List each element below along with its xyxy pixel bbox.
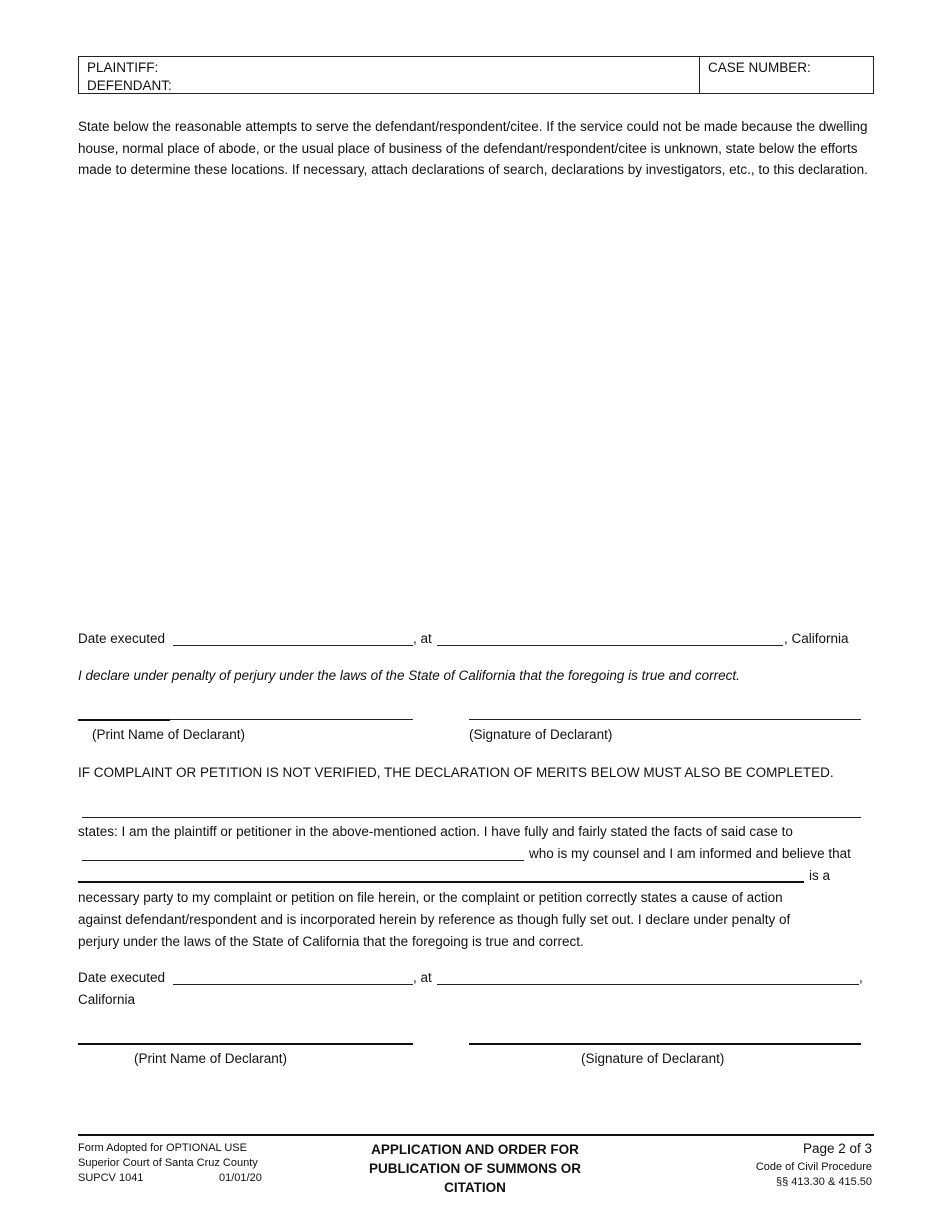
date-executed-label-2: Date executed [78,970,166,985]
print-name-label: (Print Name of Declarant) [92,727,246,742]
form-title [355,1140,595,1197]
party-name-field[interactable] [78,881,804,883]
signature-label-2: (Signature of Declarant) [581,1051,725,1066]
signature-field-2[interactable] [469,1043,861,1045]
case-caption-box [78,56,874,94]
merits-line-6: perjury under the laws of the State of California that the foregoing is true and correct. [78,934,584,949]
defendant-label: DEFENDANT: [87,78,172,93]
city-field[interactable] [437,645,783,646]
california-label-2: California [78,992,136,1007]
instructions-paragraph: State below the reasonable attempts to serve the defendant/respondent/citee. If the service could not be made because the dwelling house, normal place of abode, or the usual place of business of the defendant/respondent/citee is unknown, state below the efforts made to determine these locations. If necessary, attach declarations of search, declarations by investigators, etc., to this declaration. [78,119,868,177]
at-label-2: , at [413,970,432,985]
comma-label-2: , [859,970,863,985]
merits-line-1: states: I am the plaintiff or petitioner in the above-mentioned action. I have fully and fairly stated the facts of said case to [78,824,793,839]
code-sections: §§ 413.30 & 415.50 [775,1176,872,1188]
form-title-line-1: APPLICATION AND ORDER FOR [371,1142,579,1157]
date-executed-field-2[interactable] [173,984,413,985]
footer-rule [78,1134,874,1136]
form-title-line-2: PUBLICATION OF SUMMONS OR [369,1161,581,1176]
form-adopted-text: Form Adopted for OPTIONAL USE [78,1142,247,1154]
form-title-line-3: CITATION [444,1180,506,1195]
merits-line-3: is a [809,868,831,883]
merits-line-4: necessary party to my complaint or petition on file herein, or the complaint or petition correctly states a cause of action [78,890,783,905]
form-date: 01/01/20 [219,1172,262,1184]
at-label: , at [413,631,432,646]
date-executed-label: Date executed [78,631,166,646]
merits-line-5: against defendant/respondent and is incorporated herein by reference as though fully set out. I declare under penalty of [78,912,791,927]
case-number-label: CASE NUMBER: [708,60,811,75]
date-executed-field[interactable] [173,645,413,646]
form-number: SUPCV 1041 [78,1172,144,1184]
code-reference: Code of Civil Procedure [755,1161,872,1173]
court-name-text: Superior Court of Santa Cruz County [78,1157,258,1169]
city-field-2[interactable] [437,984,859,985]
signature-label: (Signature of Declarant) [469,727,613,742]
declarant-name-field[interactable] [82,817,861,818]
signature-field[interactable] [469,719,861,720]
merits-line-2: who is my counsel and I am informed and believe that [529,846,851,861]
counsel-name-field[interactable] [82,860,524,861]
california-label: , California [784,631,849,646]
page-indicator: Page 2 of 3 [802,1141,872,1156]
plaintiff-label: PLAINTIFF: [87,60,159,75]
print-name-label-2: (Print Name of Declarant) [134,1051,288,1066]
print-name-field-accent [78,719,170,721]
merits-notice: IF COMPLAINT OR PETITION IS NOT VERIFIED, THE DECLARATION OF MERITS BELOW MUST ALSO BE COMPLETED. [78,765,834,780]
attempts-description-area[interactable] [78,210,874,620]
print-name-field-2[interactable] [78,1043,413,1045]
perjury-statement: I declare under penalty of perjury under the laws of the State of California that the foregoing is true and correct. [78,668,740,683]
caption-divider [699,57,700,93]
